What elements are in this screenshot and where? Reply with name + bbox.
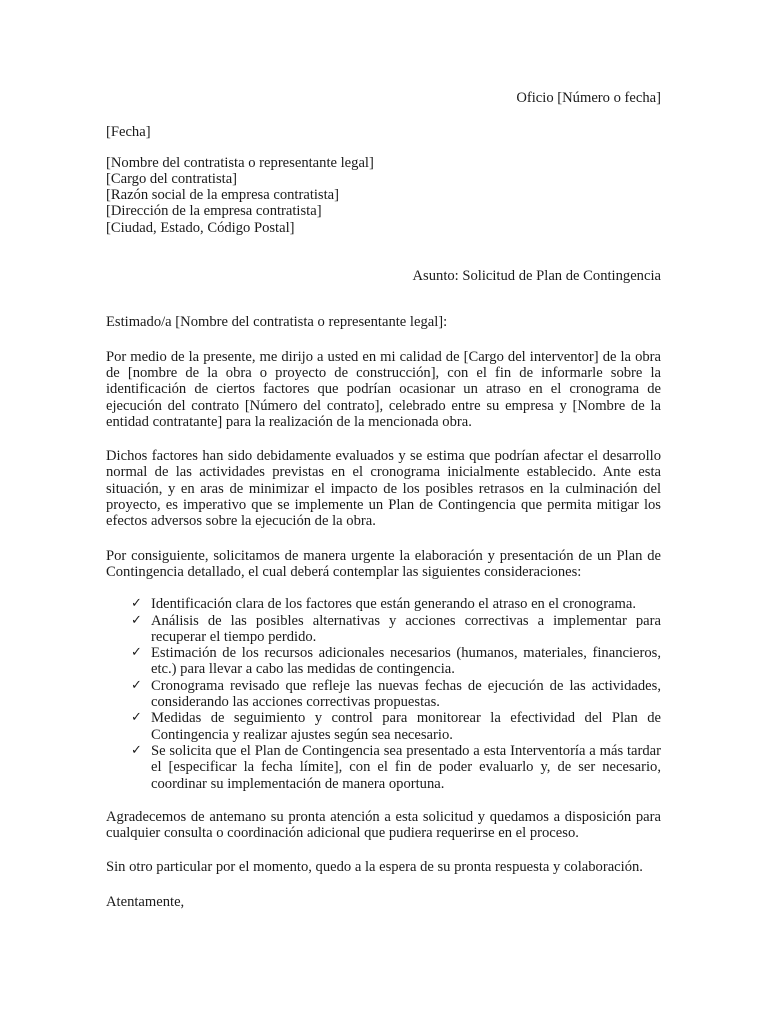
letter-page [106,90,661,910]
list-item [131,743,661,792]
checkmark-icon: ✓ [131,710,142,726]
list-item-text: Análisis de las posibles alternativas y acciones correctivas a implementar para recuperar el tiempo perdido. [151,612,661,645]
checkmark-icon: ✓ [131,742,142,758]
checkmark-icon: ✓ [131,596,142,612]
considerations-list [106,596,661,792]
letter-subject: Asunto: Solicitud de Plan de Contingencia [412,268,661,285]
letter-salutation: Estimado/a [Nombre del contratista o representante legal]: [106,314,448,331]
body-paragraph: Dichos factores han sido debidamente evaluados y se estima que podrían afectar el desarrollo normal de las actividades previstas en el cronograma inicialmente establecido. Ante esta situación, y en aras de minimizar el impacto de los posibles retrasos en la culminación del proyecto, es imperativo que se implemente un Plan de Contingencia que permita mitigar los efectos adversos sobre la ejecución de la obra. [106,448,661,530]
letter-reference: Oficio [Número o fecha] [516,90,661,106]
list-item-text: Cronograma revisado que refleje las nuevas fechas de ejecución de las actividades, considerando las acciones correctivas propuestas. [151,677,661,711]
letter-date: [Fecha] [106,124,151,141]
closing-line: Sin otro particular por el momento, quedo a la espera de su pronta respuesta y colaboración. [106,859,643,876]
recipient-address: [Dirección de la empresa contratista] [106,203,322,220]
list-item [131,613,661,646]
list-item-text: Identificación clara de los factores que están generando el atraso en el cronograma. [151,596,637,613]
recipient-name: [Nombre del contratista o representante legal] [106,154,374,171]
recipient-city: [Ciudad, Estado, Código Postal] [106,219,295,236]
list-item-text: Medidas de seguimiento y control para monitorear la efectividad del Plan de Contingencia y realizar ajustes según sea necesario. [151,710,661,743]
checkmark-icon: ✓ [131,677,142,693]
recipient-position: [Cargo del contratista] [106,170,238,187]
list-item [131,645,661,678]
recipient-company: [Razón social de la empresa contratista] [106,187,339,204]
checkmark-icon: ✓ [131,645,142,661]
list-item-text: Se solicita que el Plan de Contingencia sea presentado a esta Interventoría a más tardar el [especificar la fecha límite], con el fin de poder evaluarlo y, de ser necesario, coordinar su implementación de manera oportuna. [151,742,661,792]
list-item-text: Estimación de los recursos adicionales necesarios (humanos, materiales, financieros, etc.) para llevar a cabo las medidas de contingencia. [151,645,661,678]
list-item [131,678,661,711]
body-paragraph: Por consiguiente, solicitamos de manera urgente la elaboración y presentación de un Plan de Contingencia detallado, el cual deberá contemplar las siguientes consideraciones: [106,547,661,580]
recipient-block [106,155,661,236]
checkmark-icon: ✓ [131,612,142,628]
signoff: Atentamente, [106,893,185,910]
body-paragraph: Por medio de la presente, me dirijo a usted en mi calidad de [Cargo del interventor] de la obra de [nombre de la obra o proyecto de construcción], con el fin de informarle sobre la identificación de ciertos factores que podrían ocasionar un atraso en el cronograma de ejecución del contrato [Número del contrato], celebrado entre su empresa y [Nombre de la entidad contratante] para la realización de la mencionada obra. [106,348,661,430]
list-item [131,710,661,743]
list-item [131,596,661,612]
thanks-paragraph: Agradecemos de antemano su pronta atención a esta solicitud y quedamos a disposición para cualquier consulta o coordinación adicional que pudiera requerirse en el proceso. [106,808,661,842]
